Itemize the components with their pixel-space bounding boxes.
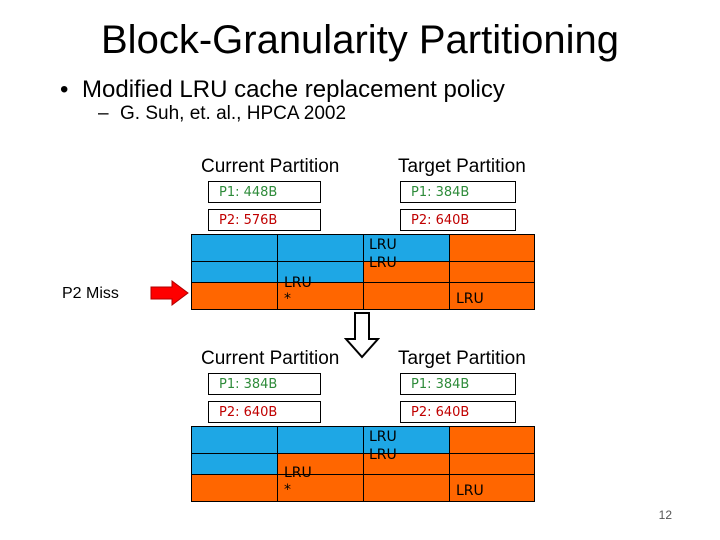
lru-label: LRU [369, 237, 397, 253]
target-partition-header: Target Partition [398, 156, 526, 177]
right-arrow-icon [150, 280, 190, 306]
cache-block-p2 [191, 474, 278, 502]
target-p2-size: P2: 640B [400, 209, 516, 231]
current-partition-header: Current Partition [201, 156, 340, 177]
cache-block-p2 [449, 261, 535, 283]
subbullet-text: G. Suh, et. al., HPCA 2002 [120, 103, 347, 124]
cache-block-p2 [191, 282, 278, 310]
subbullet-marker: – [98, 103, 109, 124]
bullet-marker: • [60, 76, 69, 103]
target-partition-header: Target Partition [398, 348, 526, 369]
cache-block-p1 [277, 426, 364, 454]
cache-block-p2 [363, 474, 450, 502]
p2-miss-label: P2 Miss [62, 285, 119, 302]
cache-block-p1 [191, 453, 278, 475]
lru-label: LRU [369, 255, 397, 271]
current-p1-size: P1: 384B [208, 373, 321, 395]
target-p2-size: P2: 640B [400, 401, 516, 423]
current-p1-size: P1: 448B [208, 181, 321, 203]
cache-block-p2 [449, 234, 535, 262]
target-p1-size: P1: 384B [400, 373, 516, 395]
down-arrow-icon [344, 311, 380, 359]
cache-block-p1 [277, 234, 364, 262]
current-partition-header: Current Partition [201, 348, 340, 369]
lru-label: LRU [456, 483, 484, 499]
cache-block-p1 [191, 426, 278, 454]
subbullet-item [98, 102, 346, 126]
lru-star-marker: * [284, 482, 291, 498]
lru-star-marker: * [284, 291, 291, 307]
cache-block-p2 [449, 426, 535, 454]
bullet-text: Modified LRU cache replacement policy [82, 76, 505, 103]
cache-block-p2 [449, 453, 535, 475]
lru-label: LRU [369, 447, 397, 463]
current-p2-size: P2: 576B [208, 209, 321, 231]
lru-label: LRU [284, 465, 312, 481]
lru-label: LRU [456, 291, 484, 307]
cache-block-p1 [191, 261, 278, 283]
lru-label: LRU [369, 429, 397, 445]
target-p1-size: P1: 384B [400, 181, 516, 203]
slide-title: Block-Granularity Partitioning [101, 18, 619, 62]
cache-block-p2 [363, 282, 450, 310]
bullet-item [60, 76, 505, 104]
page-number: 12 [658, 508, 672, 522]
current-p2-size: P2: 640B [208, 401, 321, 423]
cache-block-p1 [191, 234, 278, 262]
lru-label: LRU [284, 275, 312, 291]
